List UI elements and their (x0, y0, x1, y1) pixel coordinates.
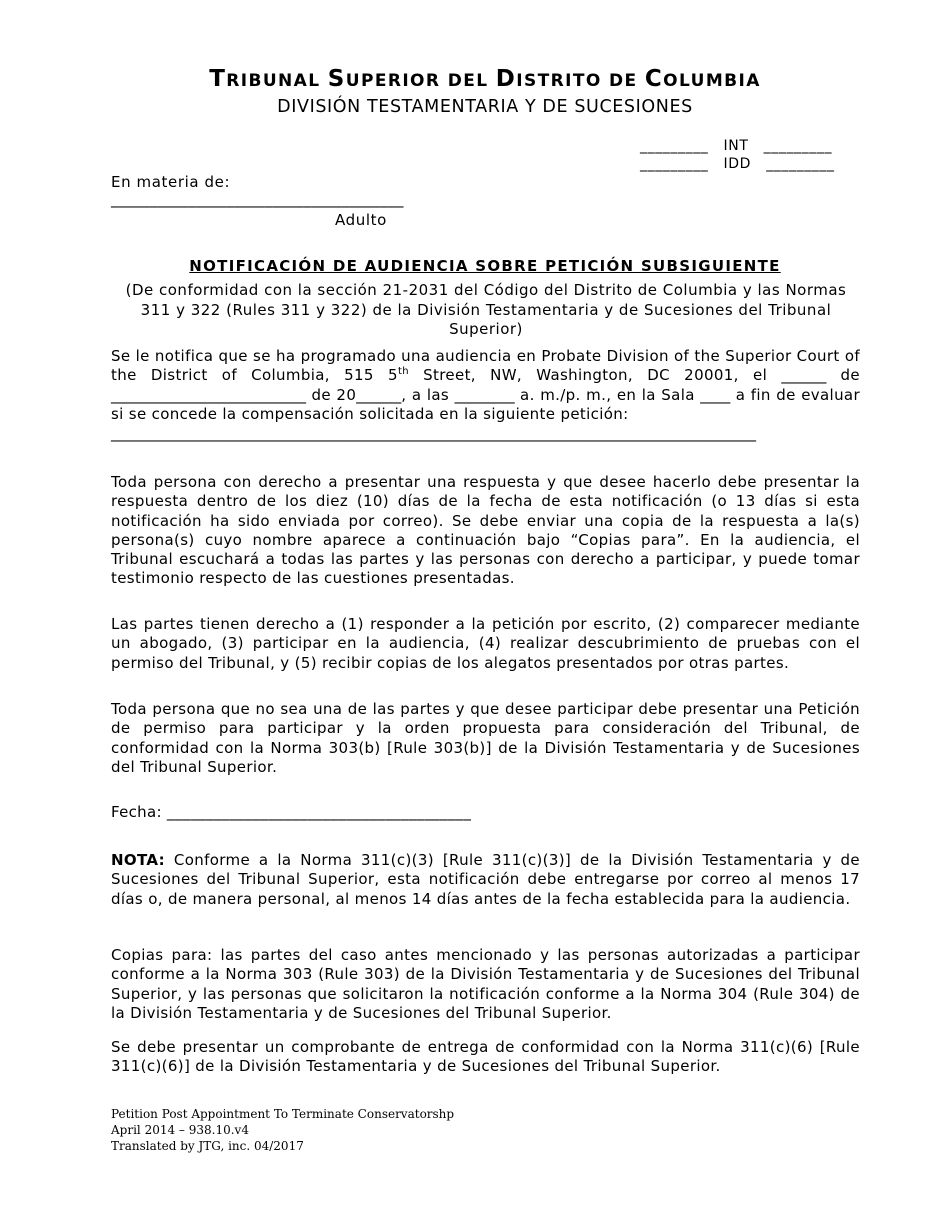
division-subtitle: DIVISIÓN TESTAMENTARIA Y DE SUCESIONES (277, 97, 693, 117)
rights-paragraph: Las partes tienen derecho a (1) responder a la petición por escrito, (2) comparecer mediante un abogado, (3) participar en la audiencia, (4) realizar descubrimiento de pruebas con el permiso del Tribunal, y (5) recibir copias de los alegatos presentados por otras partes. (111, 615, 860, 672)
non-party-paragraph: Toda persona que no sea una de las partes y que desee participar debe presentar una Petición de permiso para participar y la orden propuesta para consideración del Tribunal, de conformidad con la Norma 303(b) [Rule 303(b)] de la División Testamentaria y de Sucesiones del Tribunal Superior. (111, 700, 860, 776)
form-footer (111, 1106, 454, 1154)
copies-paragraph: Copias para: las partes del caso antes mencionado y las personas autorizadas a participar conforme a la Norma 303 (Rule 303) de la División Testamentaria y de Sucesiones del Tribunal Superior, y las personas que solicitaron la notificación conforme a la Norma 304 (Rule 304) de la División Testamentaria y de Sucesiones del Tribunal Superior. (111, 946, 860, 1022)
adult-name-field[interactable]: ______________________________________ (111, 190, 404, 208)
note-label: NOTA: (111, 851, 166, 869)
note-paragraph: NOTA: Conforme a la Norma 311(c)(3) [Rule 311(c)(3)] de la División Testamentaria y de Sucesiones del Tribunal Superior, esta notificación debe entregarse por correo al menos 17 días o, de manera personal, al menos 14 días antes de la fecha establecida para la audiencia. (111, 851, 860, 908)
matter-label: En materia de: (111, 173, 231, 191)
hearing-year-field[interactable]: ______ (356, 385, 402, 404)
hearing-time-field[interactable]: ________ (454, 385, 515, 404)
idd-field[interactable]: _________ IDD _________ (640, 156, 835, 172)
int-field[interactable]: _________ INT _________ (640, 138, 833, 154)
footer-translation: Translated by JTG, inc. 04/2017 (111, 1139, 304, 1153)
hearing-day-field[interactable]: ______ (781, 366, 827, 385)
date-field[interactable]: _______________________________________ (166, 803, 472, 821)
date-row (111, 803, 471, 821)
court-title (0, 66, 950, 92)
footer-form-name: Petition Post Appointment To Terminate Conservatorshp (111, 1107, 455, 1121)
adult-label: Adulto (335, 211, 387, 229)
date-label: Fecha: (111, 803, 162, 821)
case-id-fields (640, 138, 835, 174)
petition-name-field[interactable]: ______________________________________________________________________________________ (111, 424, 756, 442)
conformity-statement: (De conformidad con la sección 21-2031 del Código del Distrito de Columbia y las Normas 311 y 322 (Rules 311 y 322) de la División Testamentaria y de Sucesiones del Tribunal Superior) (125, 281, 847, 338)
footer-version: April 2014 – 938.10.v4 (111, 1123, 249, 1137)
title-word-4: COLUMBIA (644, 66, 761, 92)
title-word-3: DISTRITO DE (495, 66, 645, 92)
title-word-2: SUPERIOR DEL (327, 66, 496, 92)
hearing-month-field[interactable]: __________________________ (111, 385, 306, 404)
hearing-paragraph: Se le notifica que se ha programado una audiencia en Probate Division of the Superior Court of the District of Columbia, 515 5th Street, NW, Washington, DC 20001, el ______ de __________________________ de 20______, a las ________ a. m./p. m., en la Sala ____ a fin de evaluar si se concede la compensación solicitada en la siguiente petición: (111, 347, 860, 423)
proof-paragraph: Se debe presentar un comprobante de entrega de conformidad con la Norma 311(c)(6) [Rule 311(c)(6)] de la División Testamentaria y de Sucesiones del Tribunal Superior. (111, 1038, 860, 1076)
response-paragraph: Toda persona con derecho a presentar una respuesta y que desee hacerlo debe presentar la respuesta dentro de los diez (10) días de la fecha de esta notificación (o 13 días si esta notificación ha sido enviada por correo). Se debe enviar una copia de la respuesta a la(s) persona(s) cuyo nombre aparece a continuación bajo “Copias para”. En la audiencia, el Tribunal escuchará a todas las partes y las personas con derecho a participar, y puede tomar testimonio respecto de las cuestiones presentadas. (111, 473, 860, 588)
title-word-1: TRIBUNAL (209, 66, 328, 92)
hearing-room-field[interactable]: ____ (700, 385, 731, 404)
notice-title: NOTIFICACIÓN DE AUDIENCIA SOBRE PETICIÓN SUBSIGUIENTE (189, 257, 781, 275)
